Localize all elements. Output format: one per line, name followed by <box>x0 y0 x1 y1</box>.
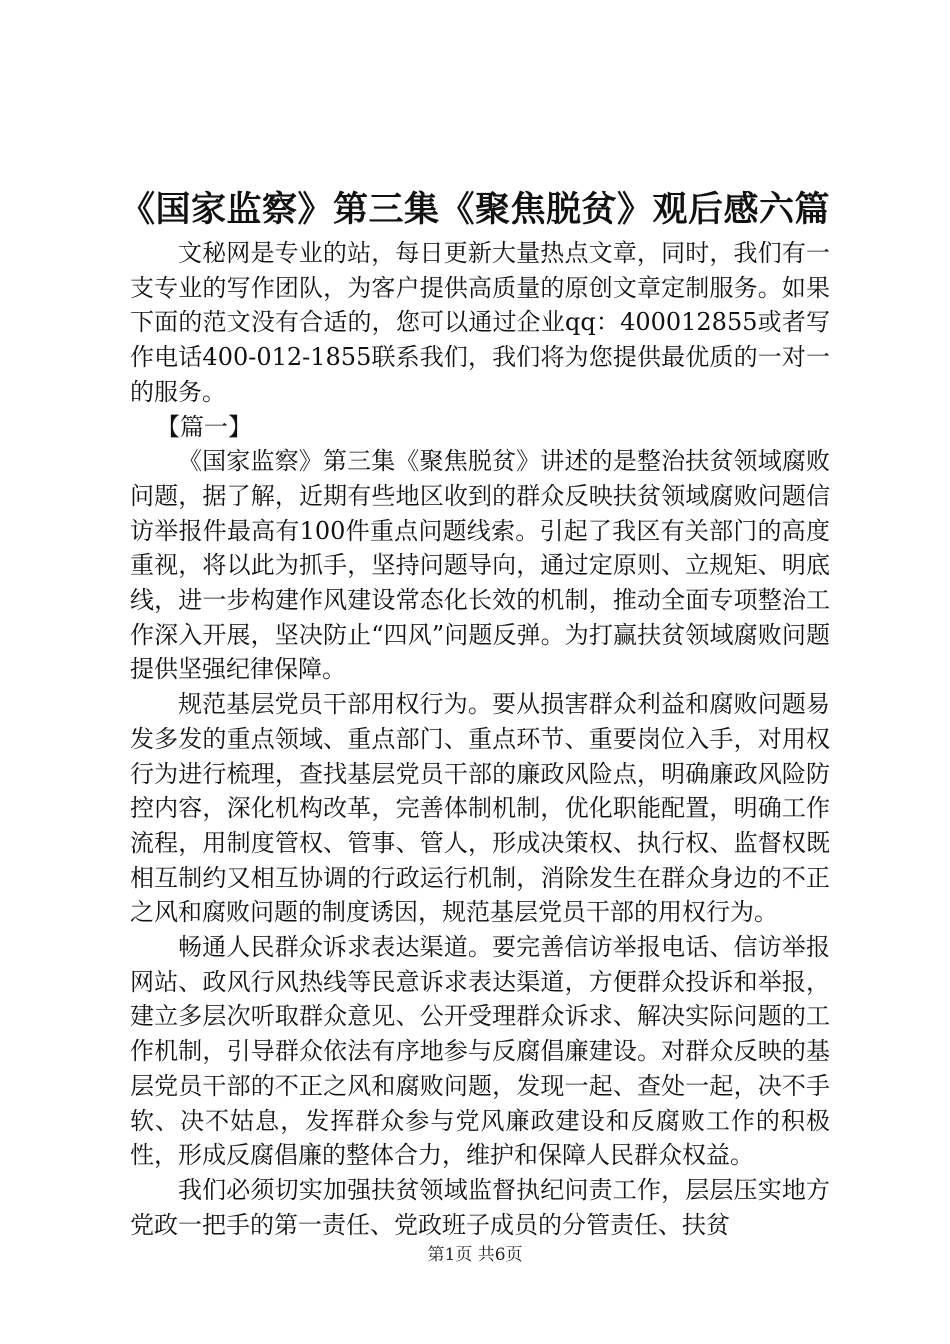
body-paragraph: 畅通人民群众诉求表达渠道。要完善信访举报电话、信访举报网站、政风行风热线等民意诉求表达渠道，方便群众投诉和举报，建立多层次听取群众意见、公开受理群众诉求、解决实际问题的工作机制，引导群众依法有序地参与反腐倡廉建设。对群众反映的基层党员干部的不正之风和腐败问题，发现一起、查处一起，决不手软、决不姑息，发挥群众参与党风廉政建设和反腐败工作的积极性，形成反腐倡廉的整体合力，维护和保障人民群众权益。 <box>130 933 830 1170</box>
document-title: 《国家监察》第三集《聚焦脱贫》观后感六篇 <box>119 189 830 230</box>
document-body <box>130 236 830 1242</box>
section-heading: 【篇一】 <box>156 412 252 441</box>
body-paragraph: 规范基层党员干部用权行为。要从损害群众利益和腐败问题易发多发的重点领域、重点部门、重点环节、重要岗位入手，对用权行为进行梳理，查找基层党员干部的廉政风险点，明确廉政风险防控内容，深化机构改革，完善体制机制，优化职能配置，明确工作流程，用制度管权、管事、管人，形成决策权、执行权、监督权既相互制约又相互协调的行政运行机制，消除发生在群众身边的不正之风和腐败问题的制度诱因，规范基层党员干部的用权行为。 <box>130 690 830 927</box>
body-paragraph: 我们必须切实加强扶贫领域监督执纪问责工作，层层压实地方党政一把手的第一责任、党政班子成员的分管责任、扶贫 <box>130 1175 830 1239</box>
intro-paragraph: 文秘网是专业的站，每日更新大量热点文章，同时，我们有一支专业的写作团队，为客户提供高质量的原创文章定制服务。如果下面的范文没有合适的，您可以通过企业qq：400012855或者写作电话400-012-1855联系我们，我们将为您提供最优质的一对一的服务。 <box>130 239 830 406</box>
page-footer: 第1页 共6页 <box>427 1245 523 1265</box>
body-paragraph: 《国家监察》第三集《聚焦脱贫》讲述的是整治扶贫领域腐败问题，据了解，近期有些地区收到的群众反映扶贫领域腐败问题信访举报件最高有100件重点问题线索。引起了我区有关部门的高度重视，将以此为抓手，坚持问题导向，通过定原则、立规矩、明底线，进一步构建作风建设常态化长效的机制，推动全面专项整治工作深入开展，坚决防止“四风”问题反弹。为打赢扶贫领域腐败问题提供坚强纪律保障。 <box>130 447 830 684</box>
